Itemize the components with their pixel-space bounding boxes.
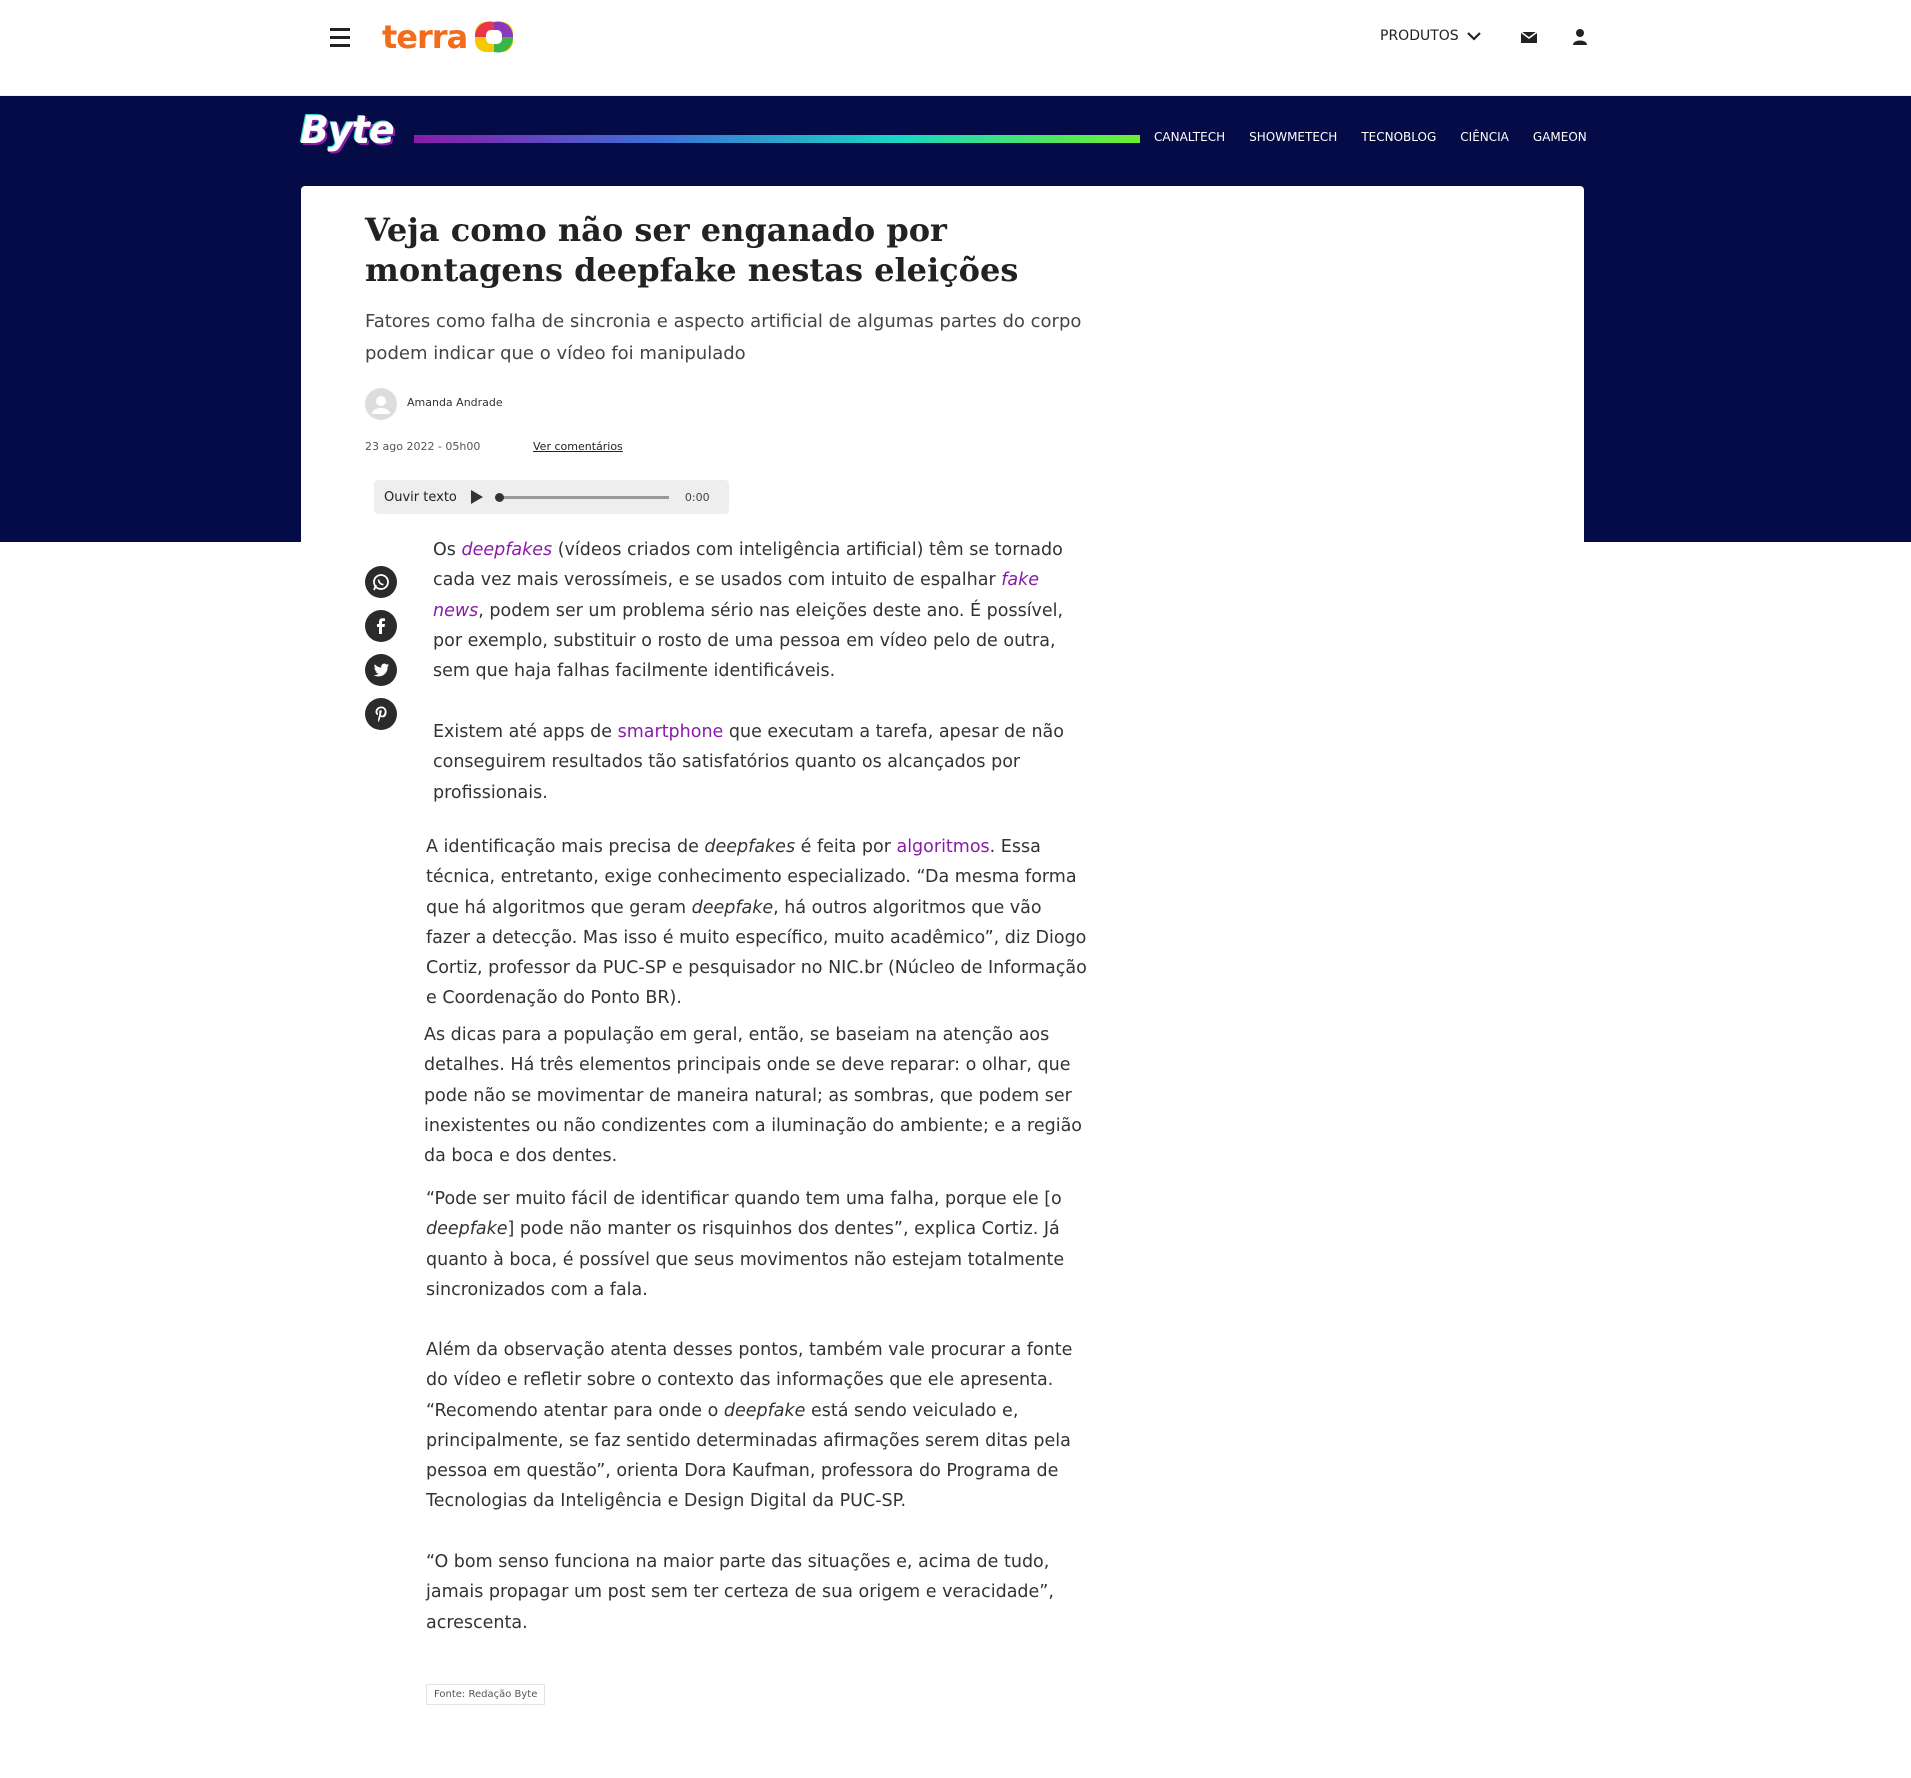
audio-label: Ouvir texto — [384, 489, 457, 505]
chevron-down-icon — [1467, 31, 1481, 41]
smartphone-link[interactable]: smartphone — [617, 722, 724, 742]
paragraph-text: é feita por — [795, 837, 897, 857]
paragraph-text: , há outros algoritmos que vão fazer a detecção. Mas isso é muito específico, muito acadêmico”, diz Diogo Cortiz, professor da PUC-SP e pesquisador no NIC.br (Núcleo de Informação e Coordenação do Ponto BR). — [426, 897, 1087, 1009]
mail-icon[interactable] — [1518, 26, 1540, 48]
paragraph-text: Além da observação atenta desses pontos, também vale procurar a fonte do vídeo e refletir sobre o contexto das informações que ele apresenta. “Recomendo atentar para onde o — [426, 1340, 1073, 1421]
paragraph-text: , podem ser um problema sério nas eleições deste ano. É possível, por exemplo, substituir o rosto de uma pessoa em vídeo pelo de outra, sem que haja falhas facilmente identificáveis. — [433, 600, 1064, 682]
source-tag: Fonte: Redação Byte — [426, 1684, 545, 1705]
facebook-icon[interactable] — [365, 610, 397, 642]
nav-item-ciencia[interactable]: CIÊNCIA — [1460, 130, 1509, 144]
paragraph-text: está sendo veiculado e, principalmente, se faz sentido determinadas afirmações serem ditas pela pessoa em questão”, orienta Dora Kaufman, professora do Programa de Tecnologias da Inteligência e Design Digital da PUC-SP. — [426, 1400, 1071, 1512]
terra-logo-text: terra — [382, 18, 468, 56]
emphasis-text: deepfake — [426, 1219, 508, 1240]
avatar[interactable] — [365, 388, 397, 420]
emphasis-text: deepfakes — [704, 837, 796, 857]
article-paragraph-6 — [426, 1335, 1090, 1517]
twitter-icon[interactable] — [365, 654, 397, 686]
paragraph-text: Existem até apps de — [433, 722, 618, 742]
pinterest-icon[interactable] — [365, 698, 397, 730]
algoritmos-link[interactable]: algoritmos — [896, 837, 990, 857]
nav-item-gameon[interactable]: GAMEON — [1532, 130, 1587, 144]
article-paragraph-1 — [433, 535, 1091, 686]
byte-logo[interactable]: Byte — [300, 108, 394, 152]
gradient-divider — [414, 135, 1140, 143]
emphasis-text: deepfake — [723, 1400, 806, 1421]
terra-logo[interactable] — [382, 18, 515, 56]
article-title: Veja como não ser enganado por montagens deepfake nestas eleições — [365, 211, 1019, 289]
article-paragraph-2 — [433, 717, 1091, 808]
byte-nav — [1154, 130, 1587, 144]
top-bar — [0, 0, 1911, 96]
article-paragraph-4: As dicas para a população em geral, então, se baseiam na atenção aos detalhes. Há três elementos principais onde se deve reparar: o olhar, que pode não se movimentar de maneira natural; as sombras, que podem ser inexistentes ou não condizentes com a iluminação do ambiente; e a região da boca e dos dentes. — [424, 1025, 1083, 1167]
comments-link[interactable]: Ver comentários — [533, 440, 623, 453]
user-avatar-icon — [365, 388, 397, 420]
nav-item-tecnoblog[interactable]: TECNOBLOG — [1361, 130, 1437, 144]
publish-date: 23 ago 2022 - 05h00 — [365, 440, 481, 453]
paragraph-text: que executam a tarefa, apesar de não conseguirem resultados tão satisfatórios quanto os alcançados por profissionais. — [433, 722, 1064, 803]
nav-item-canaltech[interactable]: CANALTECH — [1154, 130, 1226, 144]
whatsapp-icon[interactable] — [365, 566, 397, 598]
paragraph-text: ] pode não manter os risquinhos dos dentes”, explica Cortiz. Já quanto à boca, é possível que seus movimentos não estejam totalmente sincronizados com a fala. — [426, 1219, 1065, 1300]
paragraph-text: Os — [433, 540, 462, 560]
author-name[interactable]: Amanda Andrade — [407, 396, 503, 409]
menu-icon[interactable] — [330, 28, 350, 50]
audio-time: 0:00 — [684, 490, 710, 504]
share-bar — [365, 566, 397, 730]
audio-progress[interactable] — [497, 496, 669, 499]
terra-logo-mark — [473, 20, 515, 54]
nav-item-showmetech[interactable]: SHOWMETECH — [1249, 130, 1338, 144]
paragraph-text: “Pode ser muito fácil de identificar quando tem uma falha, porque ele [o — [426, 1189, 1062, 1209]
fake-news-link[interactable]: fake news — [433, 570, 1040, 621]
paragraph-text: . Essa técnica, entretanto, exige conhecimento especializado. “Da mesma forma que há algoritmos que geram — [426, 837, 1077, 918]
paragraph-text: A identificação mais precisa de — [426, 837, 705, 857]
article-paragraph-3 — [426, 832, 1090, 1014]
paragraph-text: (vídeos criados com inteligência artificial) têm se tornado cada vez mais verossímeis, e se usados com intuito de espalhar — [433, 540, 1063, 591]
emphasis-text: deepfake — [691, 897, 774, 918]
audio-player — [374, 480, 729, 514]
deepfakes-link[interactable]: deepfakes — [461, 540, 553, 560]
article-subtitle: Fatores como falha de sincronia e aspecto artificial de algumas partes do corpo podem indicar que o vídeo foi manipulado — [365, 311, 1082, 364]
produtos-label: PRODUTOS — [1380, 28, 1459, 44]
produtos-menu[interactable] — [1380, 28, 1481, 44]
play-icon[interactable] — [471, 490, 483, 504]
article-paragraph-5 — [426, 1184, 1090, 1305]
audio-progress-knob[interactable] — [495, 493, 504, 502]
user-icon[interactable] — [1569, 26, 1591, 48]
article-paragraph-7: “O bom senso funciona na maior parte das situações e, acima de tudo, jamais propagar um post sem ter certeza de sua origem e veracidade”, acrescenta. — [426, 1552, 1054, 1633]
